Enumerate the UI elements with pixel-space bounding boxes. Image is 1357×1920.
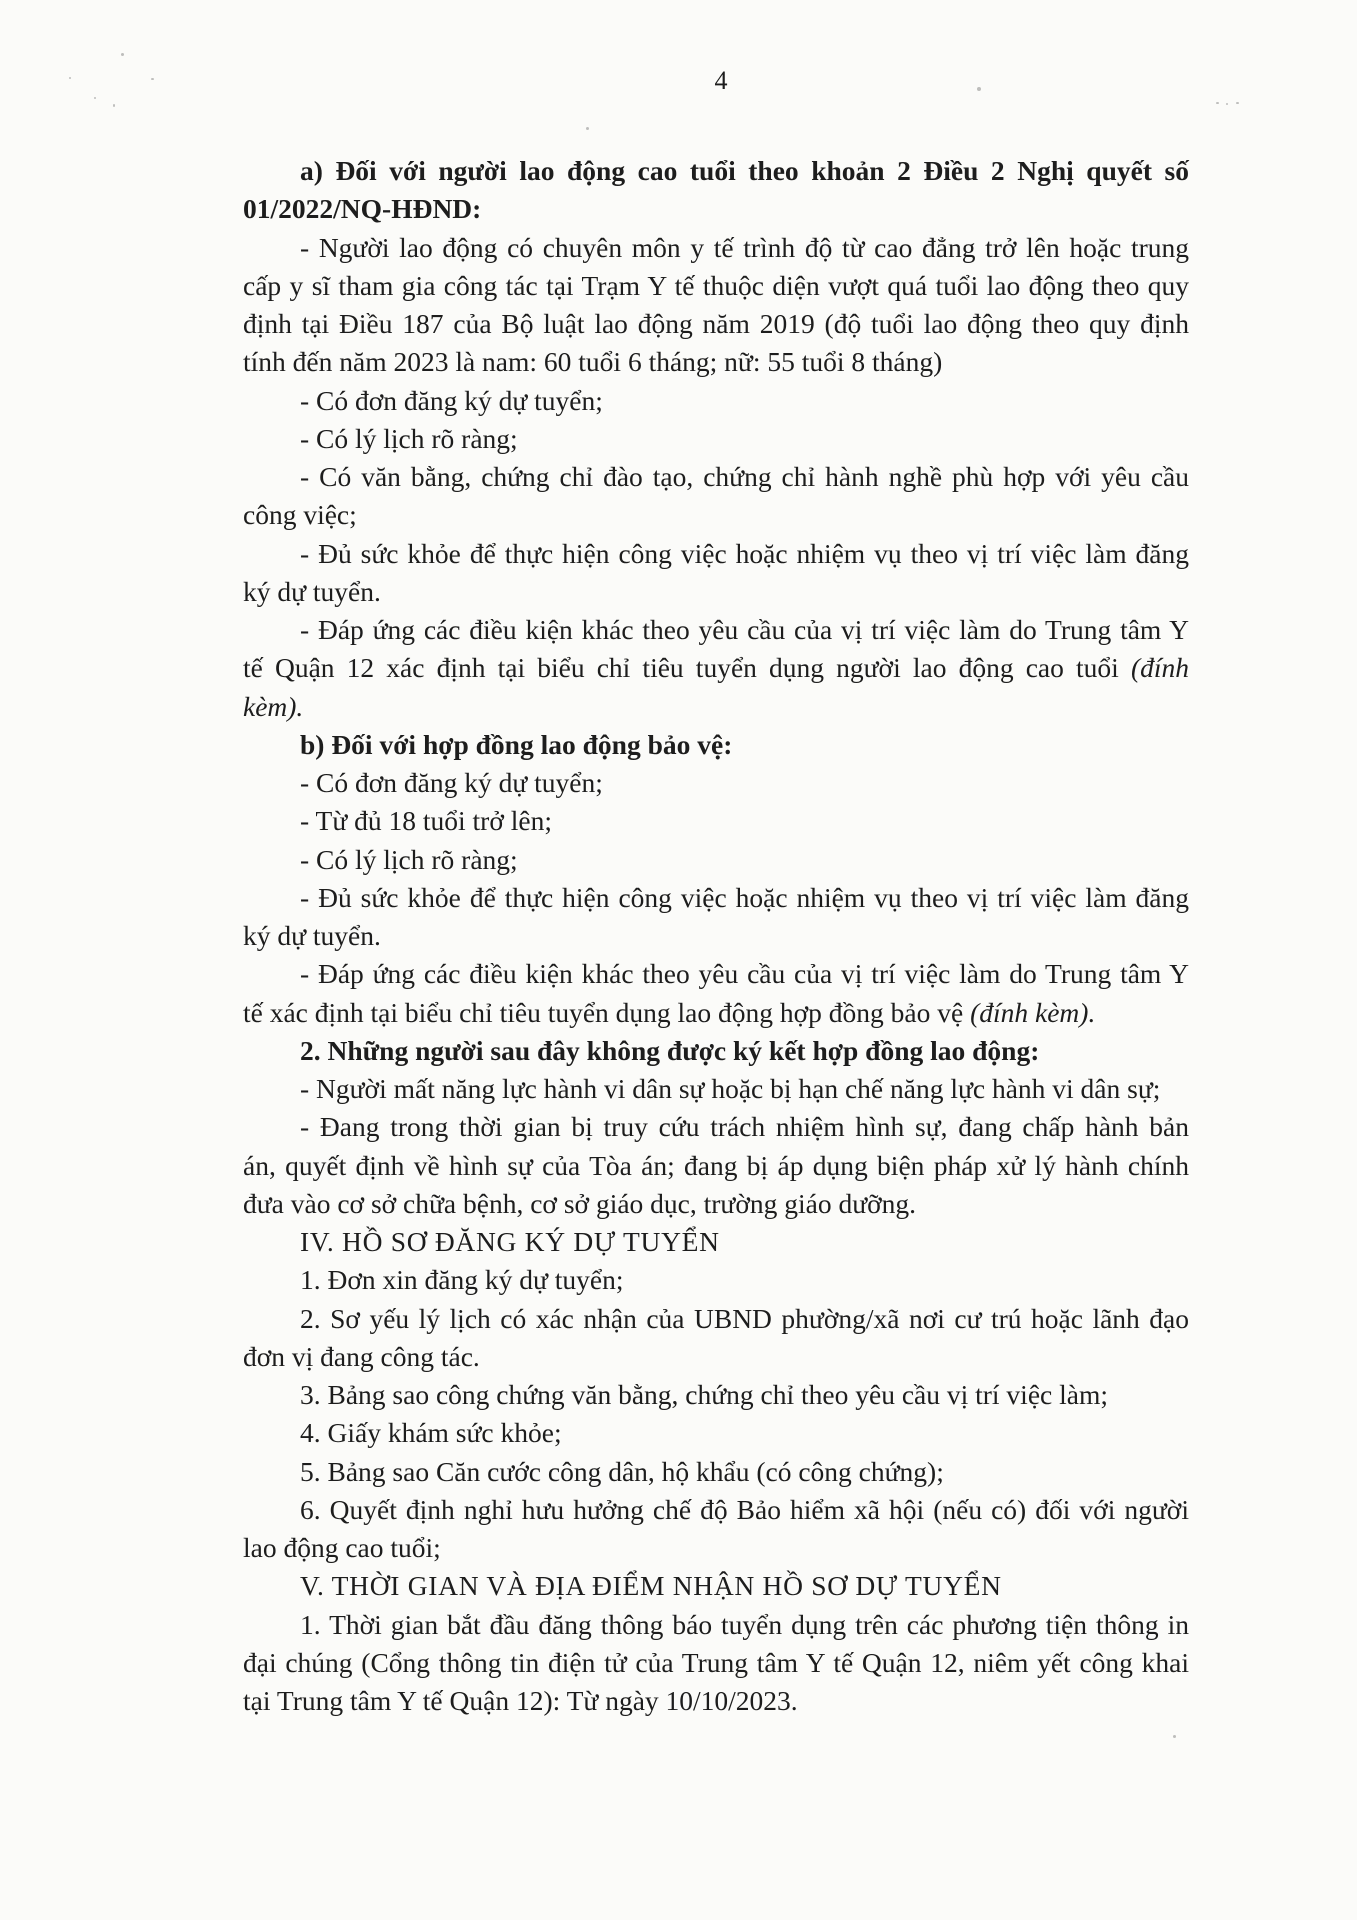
requirement-line: - Có lý lịch rõ ràng; — [300, 844, 518, 875]
scan-speck — [94, 97, 96, 99]
requirement-line: ký dự tuyển. — [243, 920, 381, 951]
requirement-line — [243, 688, 303, 726]
document-list-line: lao động cao tuổi; — [243, 1532, 441, 1563]
scan-speck — [977, 87, 981, 91]
document-list-line: 6. Quyết định nghỉ hưu hưởng chế độ Bảo hiểm xã hội (nếu có) đối với người — [300, 1494, 1189, 1525]
requirement-line: - Đủ sức khỏe để thực hiện công việc hoặc nhiệm vụ theo vị trí việc làm đăng — [300, 882, 1189, 913]
requirement-line: - Đáp ứng các điều kiện khác theo yêu cầu của vị trí việc làm do Trung tâm Y — [300, 614, 1189, 645]
requirement-text: tế xác định tại biểu chỉ tiêu tuyển dụng lao động hợp đồng bảo vệ — [243, 997, 964, 1028]
scan-speck — [586, 127, 589, 130]
document-list-line: 2. Sơ yếu lý lịch có xác nhận của UBND phường/xã nơi cư trú hoặc lãnh đạo — [300, 1303, 1189, 1334]
ineligible-line: án, quyết định về hình sự của Tòa án; đang bị áp dụng biện pháp xử lý hành chính — [243, 1150, 1189, 1181]
page-number: 4 — [714, 66, 728, 95]
section-a-heading-line: 01/2022/NQ-HĐND: — [243, 193, 482, 224]
requirement-line: công việc; — [243, 499, 357, 530]
schedule-line: tại Trung tâm Y tế Quận 12): Từ ngày 10/10/2023. — [243, 1685, 798, 1716]
requirement-line: - Từ đủ 18 tuổi trở lên; — [300, 805, 552, 836]
requirement-line: cấp y sĩ tham gia công tác tại Trạm Y tế thuộc diện vượt quá tuổi lao động theo quy — [243, 270, 1189, 301]
schedule-line: đại chúng (Cổng thông tin điện tử của Trung tâm Y tế Quận 12, niêm yết công khai — [243, 1647, 1189, 1678]
requirement-line: tính đến năm 2023 là nam: 60 tuổi 6 tháng; nữ: 55 tuổi 8 tháng) — [243, 346, 943, 377]
requirement-line: - Có văn bằng, chứng chỉ đào tạo, chứng chỉ hành nghề phù hợp với yêu cầu — [300, 461, 1189, 492]
scan-speck — [1226, 103, 1228, 105]
document-list-line: 1. Đơn xin đăng ký dự tuyển; — [300, 1264, 624, 1295]
requirement-text: tế Quận 12 xác định tại biểu chỉ tiêu tuyển dụng người lao động cao tuổi — [243, 652, 1119, 683]
requirement-line: - Đủ sức khỏe để thực hiện công việc hoặc nhiệm vụ theo vị trí việc làm đăng — [300, 538, 1189, 569]
scan-speck — [113, 104, 115, 107]
section-v-heading: V. THỜI GIAN VÀ ĐỊA ĐIỂM NHẬN HỒ SƠ DỰ TUYỂN — [300, 1570, 1002, 1601]
ineligible-line: - Người mất năng lực hành vi dân sự hoặc bị hạn chế năng lực hành vi dân sự; — [300, 1073, 1161, 1104]
attachment-note: (đính — [1130, 652, 1190, 683]
ineligible-heading: 2. Những người sau đây không được ký kết hợp đồng lao động: — [300, 1035, 1040, 1066]
attachment-note: kèm). — [243, 691, 304, 722]
attachment-note: (đính kèm). — [970, 997, 1096, 1028]
section-b-heading: b) Đối với hợp đồng lao động bảo vệ: — [300, 729, 733, 760]
scan-speck — [121, 53, 124, 56]
requirement-line: định tại Điều 187 của Bộ luật lao động năm 2019 (độ tuổi lao động theo quy định — [243, 308, 1189, 339]
section-iv-heading: IV. HỒ SƠ ĐĂNG KÝ DỰ TUYỂN — [300, 1226, 720, 1257]
requirement-line: - Đáp ứng các điều kiện khác theo yêu cầu của vị trí việc làm do Trung tâm Y — [300, 958, 1189, 989]
requirement-line: ký dự tuyển. — [243, 576, 381, 607]
document-list-line: 3. Bảng sao công chứng văn bằng, chứng chỉ theo yêu cầu vị trí việc làm; — [300, 1379, 1108, 1410]
requirement-line — [243, 994, 1095, 1032]
document-list-line: 4. Giấy khám sức khỏe; — [300, 1417, 562, 1448]
scan-speck — [69, 77, 71, 79]
scan-speck — [1173, 1735, 1176, 1738]
requirement-line: - Có đơn đăng ký dự tuyển; — [300, 767, 603, 798]
ineligible-line: - Đang trong thời gian bị truy cứu trách nhiệm hình sự, đang chấp hành bản — [300, 1111, 1189, 1142]
requirement-line: - Người lao động có chuyên môn y tế trình độ từ cao đẳng trở lên hoặc trung — [300, 232, 1189, 263]
scan-speck — [151, 78, 154, 80]
scan-speck — [1236, 102, 1239, 104]
ineligible-line: đưa vào cơ sở chữa bệnh, cơ sở giáo dục, trường giáo dưỡng. — [243, 1188, 917, 1219]
document-list-line: 5. Bảng sao Căn cước công dân, hộ khẩu (có công chứng); — [300, 1456, 944, 1487]
requirement-line: - Có đơn đăng ký dự tuyển; — [300, 385, 603, 416]
document-list-line: đơn vị đang công tác. — [243, 1341, 480, 1372]
schedule-line: 1. Thời gian bắt đầu đăng thông báo tuyển dụng trên các phương tiện thông in — [300, 1609, 1189, 1640]
requirement-line — [243, 649, 1189, 687]
section-a-heading-line: a) Đối với người lao động cao tuổi theo khoản 2 Điều 2 Nghị quyết số — [300, 155, 1189, 186]
requirement-line: - Có lý lịch rõ ràng; — [300, 423, 518, 454]
scan-speck — [1216, 102, 1219, 104]
